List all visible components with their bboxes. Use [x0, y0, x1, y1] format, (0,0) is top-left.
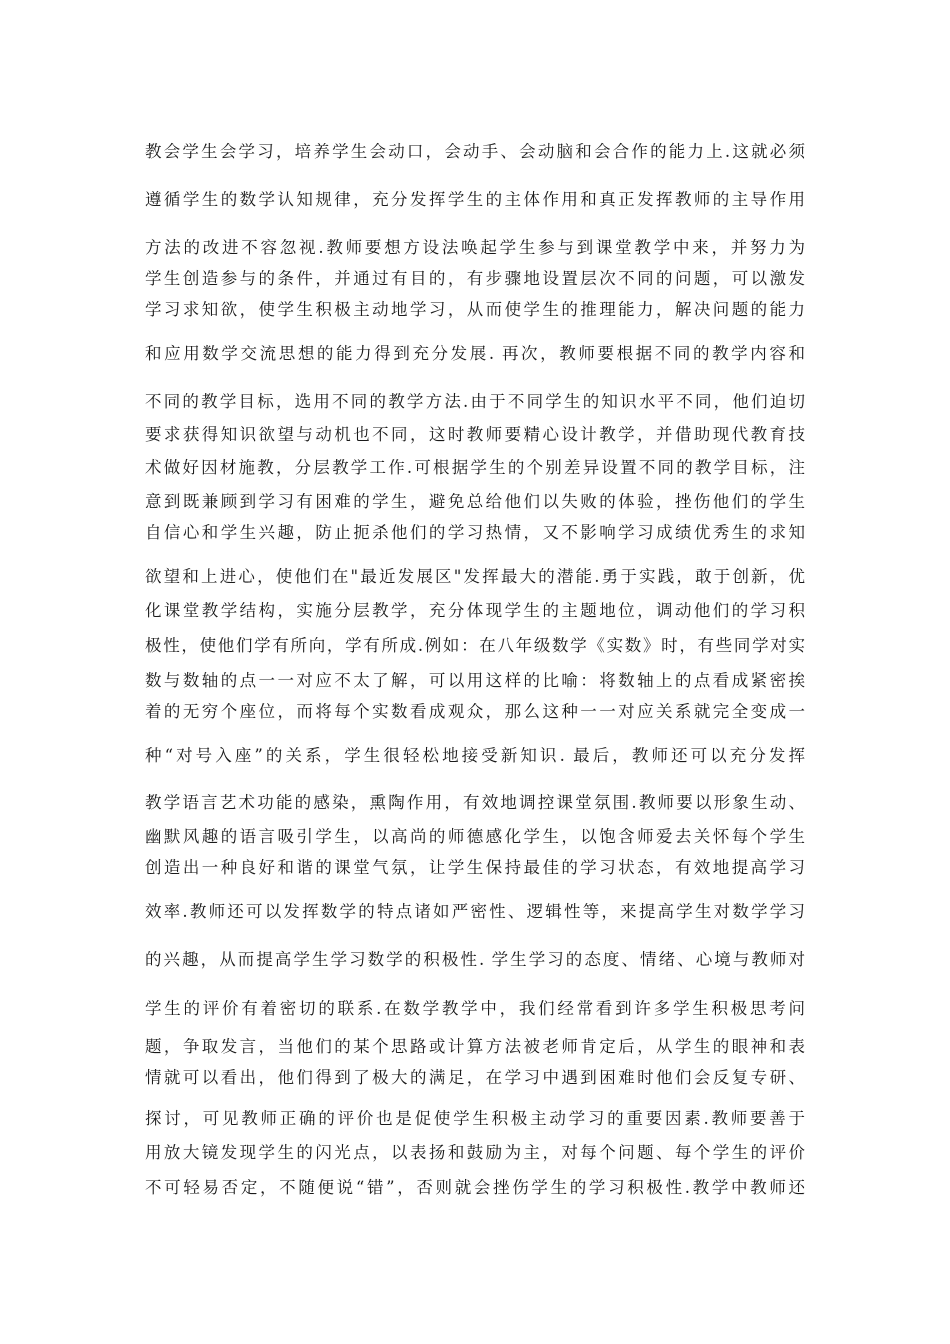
- text-line: 术做好因材施教，分层教学工作.可根据学生的个别差异设置不同的教学目标，注: [145, 458, 805, 477]
- text-line: 方法的改进不容忽视.教师要想方设法唤起学生参与到课堂教学中来，并努力为: [145, 238, 805, 257]
- text-line: 不同的教学目标，选用不同的教学方法.由于不同学生的知识水平不同，他们迫切: [145, 392, 805, 411]
- text-line: 种“对号入座”的关系，学生很轻松地接受新知识. 最后，教师还可以充分发挥: [145, 746, 805, 765]
- text-line: 学生的评价有着密切的联系.在数学教学中，我们经常看到许多学生积极思考问: [145, 999, 805, 1018]
- text-line: 要求获得知识欲望与动机也不同，这时教师要精心设计教学，并借助现代教育技: [145, 425, 805, 444]
- text-line: 教会学生会学习，培养学生会动口，会动手、会动脑和会合作的能力上.这就必须: [145, 142, 805, 161]
- text-line: 极性，使他们学有所向，学有所成.例如：在八年级数学《实数》时，有些同学对实: [145, 636, 805, 655]
- text-line: 的兴趣，从而提高学生学习数学的积极性. 学生学习的态度、情绪、心境与教师对: [145, 950, 805, 969]
- text-line: 化课堂教学结构，实施分层教学，充分体现学生的主题地位，调动他们的学习积: [145, 601, 805, 620]
- text-line: 创造出一种良好和谐的课堂气氛，让学生保持最佳的学习状态，有效地提高学习: [145, 858, 805, 877]
- text-line: 意到既兼顾到学习有困难的学生，避免总给他们以失败的体验，挫伤他们的学生: [145, 492, 805, 511]
- text-line: 不可轻易否定，不随便说“错”，否则就会挫伤学生的学习积极性.教学中教师还: [145, 1178, 805, 1197]
- text-line: 学习求知欲，使学生积极主动地学习，从而使学生的推理能力，解决问题的能力: [145, 300, 805, 319]
- text-line: 用放大镜发现学生的闪光点，以表扬和鼓励为主，对每个问题、每个学生的评价: [145, 1143, 805, 1162]
- text-line: 效率.教师还可以发挥数学的特点诸如严密性、逻辑性等，来提高学生对数学学习: [145, 902, 805, 921]
- text-line: 题，争取发言，当他们的某个思路或计算方法被老师肯定后，从学生的眼神和表: [145, 1037, 805, 1056]
- text-line: 自信心和学生兴趣，防止扼杀他们的学习热情，又不影响学习成绩优秀生的求知: [145, 523, 805, 542]
- text-line: 教学语言艺术功能的感染，熏陶作用，有效地调控课堂氛围.教师要以形象生动、: [145, 793, 805, 812]
- text-line: 幽默风趣的语言吸引学生，以高尚的师德感化学生，以饱含师爱去关怀每个学生: [145, 827, 805, 846]
- text-line: 遵循学生的数学认知规律，充分发挥学生的主体作用和真正发挥教师的主导作用: [145, 190, 805, 209]
- text-line: 和应用数学交流思想的能力得到充分发展. 再次，教师要根据不同的教学内容和: [145, 344, 805, 363]
- text-line: 数与数轴的点一一对应不太了解，可以用这样的比喻：将数轴上的点看成紧密挨: [145, 671, 805, 690]
- text-line: 探讨，可见教师正确的评价也是促使学生积极主动学习的重要因素.教师要善于: [145, 1109, 805, 1128]
- text-line: 欲望和上进心，使他们在"最近发展区"发挥最大的潜能.勇于实践，敢于创新，优: [145, 567, 805, 586]
- text-line: 学生创造参与的条件，并通过有目的，有步骤地设置层次不同的问题，可以激发: [145, 269, 805, 288]
- text-line: 情就可以看出，他们得到了极大的满足，在学习中遇到困难时他们会反复专研、: [145, 1068, 805, 1087]
- text-line: 着的无穷个座位，而将每个实数看成观众，那么这种一一对应关系就完全变成一: [145, 702, 805, 721]
